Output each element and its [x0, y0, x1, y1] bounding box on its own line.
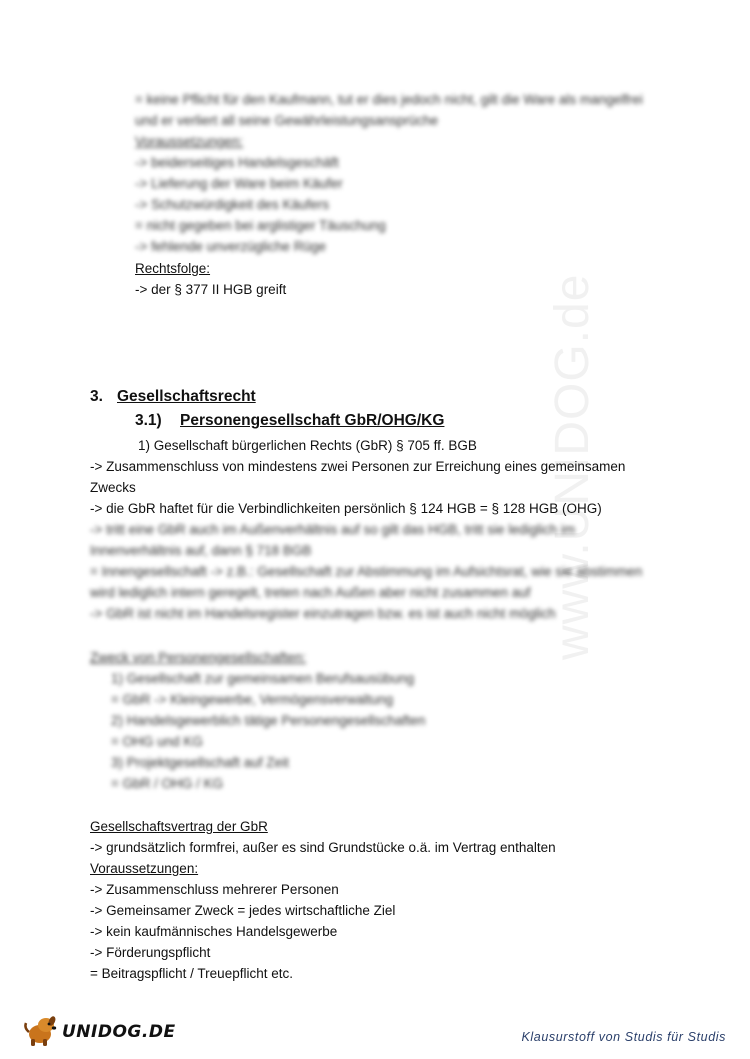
list-item-gbr: 1) Gesellschaft bürgerlichen Rechts (GbR) § 705 ff. BGB: [138, 438, 477, 453]
blurred-line: -> Schutzwürdigkeit des Käufers: [135, 197, 329, 212]
blurred-line: Innenverhältnis auf, dann § 718 BGB: [90, 543, 312, 558]
vertrag-line: -> grundsätzlich formfrei, außer es sind Grundstücke o.ä. im Vertrag enthalten: [90, 840, 556, 855]
paragraph-line: -> Zusammenschluss von mindestens zwei Personen zur Erreichung eines gemeinsamen: [90, 459, 626, 474]
dog-icon: [22, 1012, 62, 1048]
blurred-line: = GbR / OHG / KG: [111, 776, 224, 791]
blurred-line: -> fehlende unverzügliche Rüge: [135, 239, 327, 254]
blurred-line: = nicht gegeben bei arglistiger Täuschung: [135, 218, 386, 233]
blurred-line: -> beiderseitiges Handelsgeschäft: [135, 155, 339, 170]
logo-text: UNIDOG.DE: [62, 1022, 176, 1042]
paragraph-line: -> die GbR haftet für die Verbindlichkeiten persönlich § 124 HGB = § 128 HGB (OHG): [90, 501, 602, 516]
blurred-line: = GbR -> Kleingewerbe, Vermögensverwaltung: [111, 692, 394, 707]
blurred-line: = OHG und KG: [111, 734, 203, 749]
subsection-number: 3.1): [135, 412, 162, 429]
blurred-line: 3) Projektgesellschaft auf Zeit: [111, 755, 289, 770]
blurred-line: 2) Handelsgewerblich tätige Personengesellschaften: [111, 713, 426, 728]
rechtsfolge-label: Rechtsfolge:: [135, 261, 211, 276]
voraussetzung-item: -> kein kaufmännisches Handelsgewerbe: [90, 924, 338, 939]
voraussetzungen-label: Voraussetzungen:: [90, 861, 199, 876]
blurred-line: -> GbR ist nicht im Handelsregister einzutragen bzw. es ist auch nicht möglich: [90, 606, 556, 621]
voraussetzung-item: -> Förderungspflicht: [90, 945, 211, 960]
blurred-line: -> Lieferung der Ware beim Käufer: [135, 176, 343, 191]
blurred-heading: Zweck von Personengesellschaften:: [90, 650, 307, 665]
subsection-title: Personengesellschaft GbR/OHG/KG: [180, 412, 445, 429]
vertrag-heading: Gesellschaftsvertrag der GbR: [90, 819, 268, 834]
rechtsfolge-text: -> der § 377 II HGB greift: [135, 282, 287, 297]
unidog-logo[interactable]: [22, 1012, 182, 1048]
voraussetzung-item: -> Zusammenschluss mehrerer Personen: [90, 882, 339, 897]
blurred-line: 1) Gesellschaft zur gemeinsamen Berufsausübung: [111, 671, 415, 686]
paragraph-line: Zwecks: [90, 480, 136, 495]
blurred-line: und er verliert all seine Gewährleistungsansprüche: [135, 113, 439, 128]
section-title: Gesellschaftsrecht: [117, 388, 256, 405]
blurred-line: Voraussetzungen:: [135, 134, 244, 149]
blurred-line: wird lediglich intern geregelt, treten nach Außen aber nicht zusammen auf: [90, 585, 531, 600]
watermark: www.UNIDOG.de: [546, 273, 599, 660]
blurred-line: -> tritt eine GbR auch im Außenverhältnis auf so gilt das HGB, tritt sie lediglich im: [90, 522, 576, 537]
section-number: 3.: [90, 388, 103, 405]
blurred-line: = keine Pflicht für den Kaufmann, tut er dies jedoch nicht, gilt die Ware als mangelfrei: [135, 92, 643, 107]
footer-tagline: Klausurstoff von Studis für Studis: [521, 1030, 726, 1044]
voraussetzung-item: -> Gemeinsamer Zweck = jedes wirtschaftliche Ziel: [90, 903, 396, 918]
voraussetzung-item: = Beitragspflicht / Treuepflicht etc.: [90, 966, 293, 981]
blurred-line: = Innengesellschaft -> z.B.: Gesellschaft zur Abstimmung im Aufsichtsrat, wie sie abstimmen: [90, 564, 643, 579]
